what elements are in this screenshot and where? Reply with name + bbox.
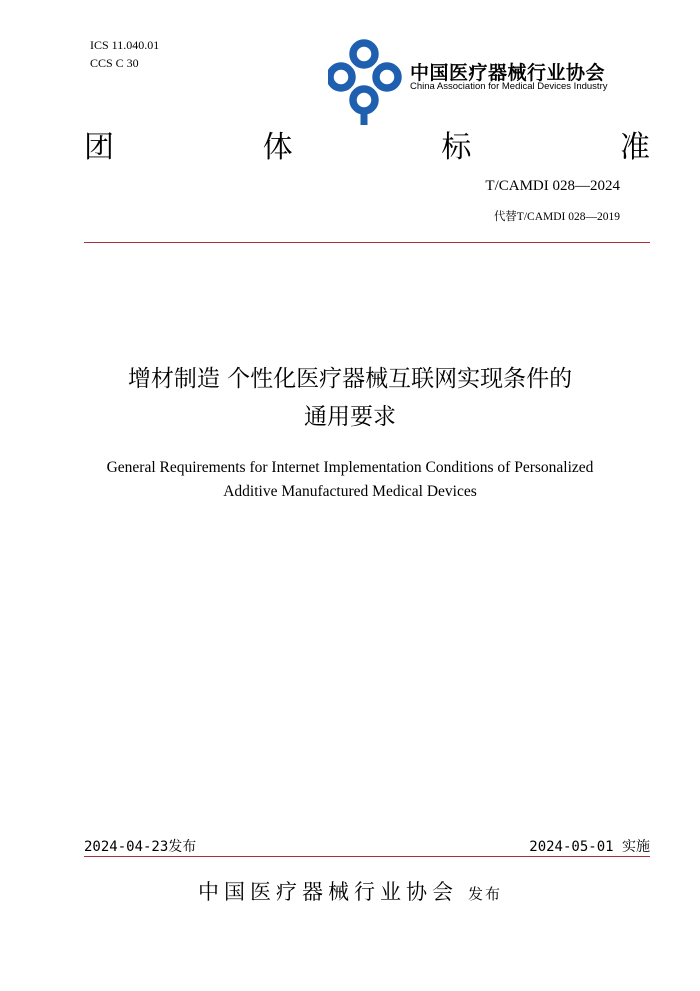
- logo-org-name-en: China Association for Medical Devices Industry: [410, 81, 608, 92]
- standard-type-char: 准: [619, 130, 650, 165]
- document-title-en: [60, 456, 640, 504]
- classification-codes: [90, 36, 159, 72]
- replaced-standard: 代替T/CAMDI 028—2019: [493, 211, 620, 223]
- publish-date-label: 发布: [168, 839, 197, 855]
- title-en-line: Additive Manufactured Medical Devices: [223, 483, 477, 500]
- title-en-line: General Requirements for Internet Implementation Conditions of Personalized: [106, 459, 594, 476]
- document-title-cn: [70, 360, 630, 436]
- chinese-knot-logo-icon: [328, 34, 408, 126]
- standard-type-char: 标: [441, 130, 472, 165]
- implement-date-label: 实施: [622, 839, 650, 855]
- publisher-line: [0, 876, 700, 906]
- standard-type-char: 团: [84, 130, 114, 165]
- implement-date-value: 2024-05-01: [529, 839, 614, 855]
- title-cn-line: 增材制造 个性化医疗器械互联网实现条件的: [127, 366, 573, 392]
- standard-type-char: 体: [262, 130, 293, 165]
- implement-date: [529, 836, 650, 856]
- publisher-action: 发布: [467, 885, 502, 903]
- title-cn-line: 通用要求: [304, 404, 396, 430]
- ics-code: ICS 11.040.01: [90, 38, 160, 52]
- ccs-code: CCS C 30: [90, 56, 139, 70]
- publisher-org: 中国医疗器械行业协会: [197, 880, 458, 904]
- header-divider: [84, 242, 650, 243]
- publish-date: [84, 836, 196, 856]
- standard-number: T/CAMDI 028—2024: [485, 178, 620, 194]
- logo-org-name-cn: 中国医疗器械行业协会: [410, 62, 606, 84]
- publish-date-value: 2024-04-23: [84, 839, 169, 855]
- association-logo: [328, 34, 628, 126]
- standard-type-heading: [84, 128, 650, 168]
- footer-divider: [84, 856, 650, 857]
